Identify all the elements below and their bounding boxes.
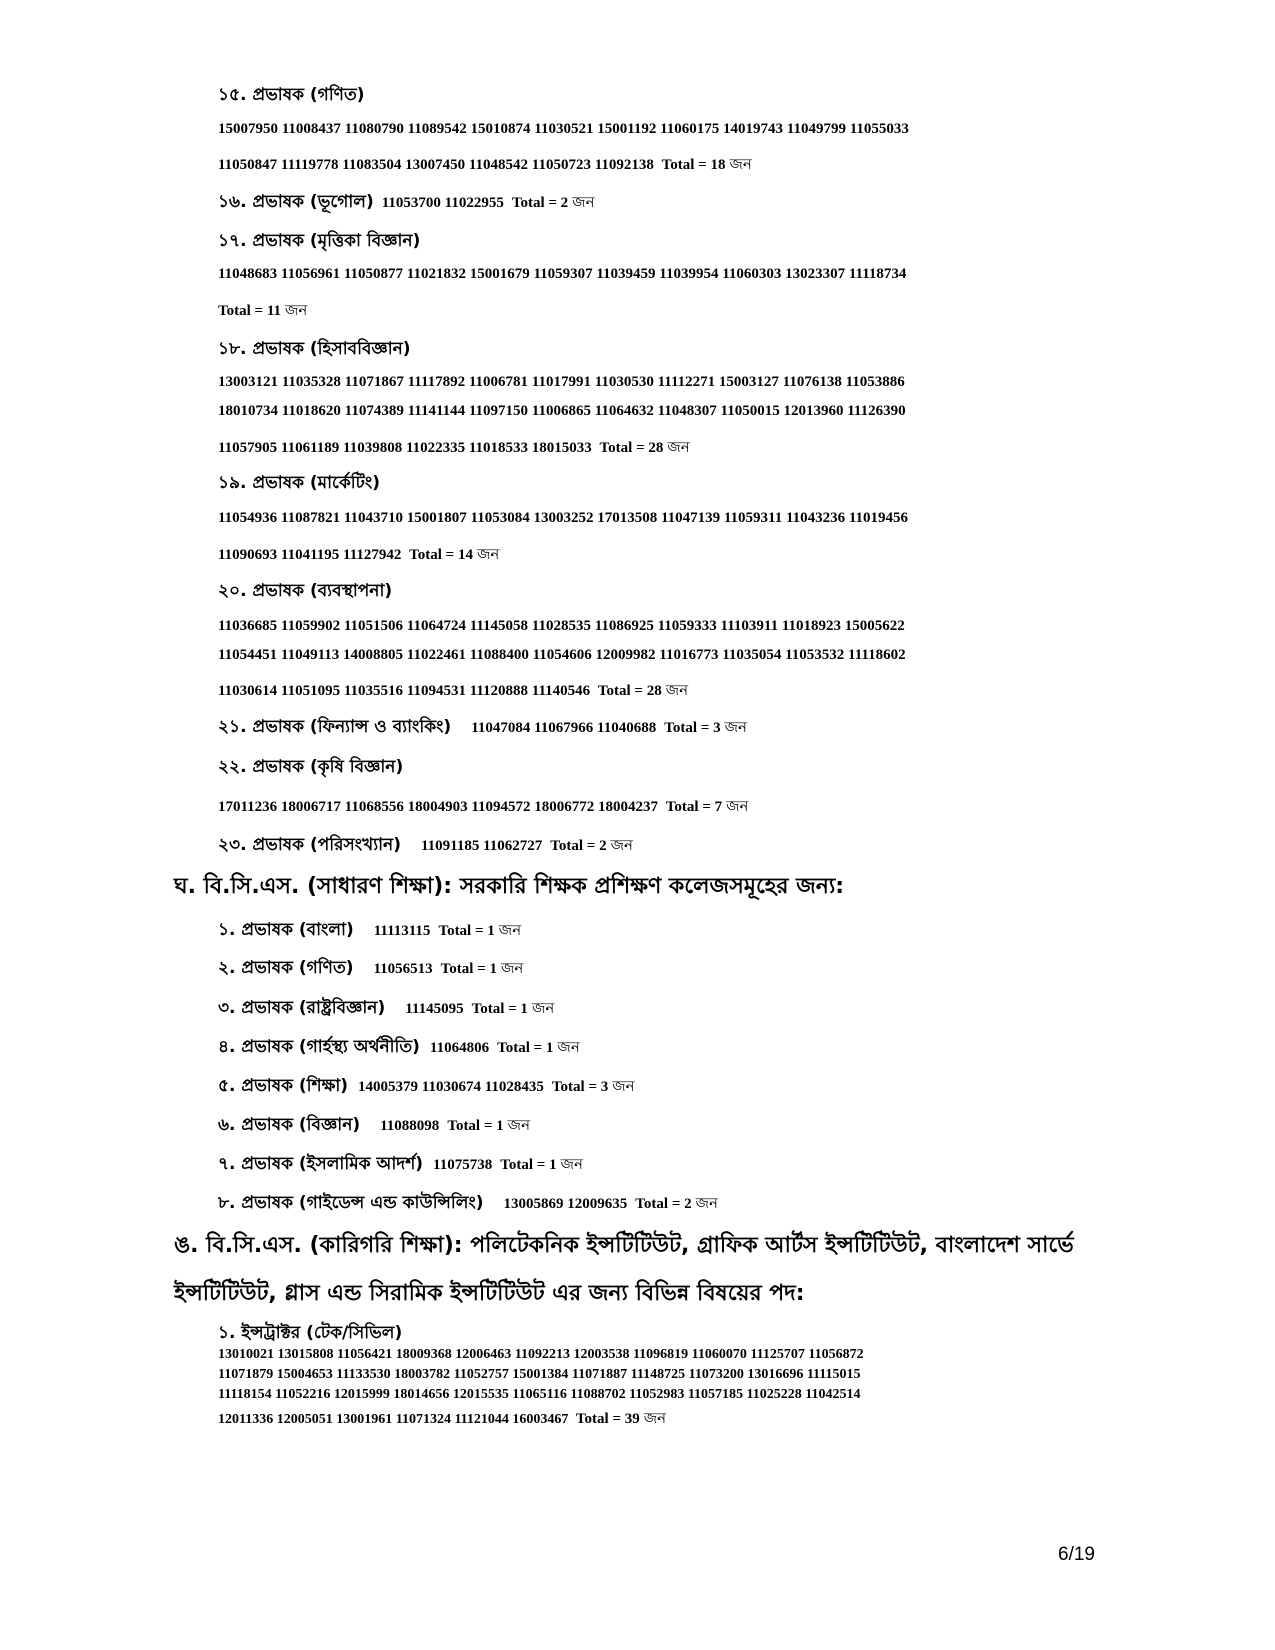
unit-label: জন xyxy=(531,999,555,1017)
unit-label: জন xyxy=(667,438,690,456)
page-number: 6/19 xyxy=(1058,1544,1095,1565)
unit-label: জন xyxy=(476,545,500,563)
roll-numbers-line: 11054936 11087821 11043710 15001807 11053084 13003252 17013508 11047139 11059311 11043236 11019456 xyxy=(218,510,909,526)
total-count: Total = 28 xyxy=(599,440,664,456)
unit-label: জন xyxy=(501,959,524,977)
heading-lecturer-geography: ১৬. প্রভাষক (ভূগোল) xyxy=(218,192,374,212)
total-count: Total = 1 xyxy=(447,1118,504,1134)
roll-numbers: 14005379 11030674 11028435 xyxy=(358,1079,544,1095)
unit-label: জন xyxy=(560,1155,583,1173)
unit-label: জন xyxy=(557,1038,580,1056)
section-heading-technical-education: ঙ. বি.সি.এস. (কারিগরি শিক্ষা): পলিটেকনিক ইন্সটিটিউট, গ্রাফিক আর্টস ইন্সটিটিউট, বাংলাদেশ সার্ভে xyxy=(174,1233,1074,1258)
total-count: Total = 18 xyxy=(661,157,726,173)
entry-gha-1 xyxy=(218,917,521,945)
roll-numbers-line: 13003121 11035328 11071867 11117892 11006781 11017991 11030530 11112271 15003127 11076138 11053886 xyxy=(218,374,905,390)
roll-numbers-line: 15007950 11008437 11080790 11089542 15010874 11030521 15001192 11060175 14019743 11049799 11055033 xyxy=(218,121,909,137)
section-heading-technical-education-cont: ইন্সটিটিউট, গ্লাস এন্ড সিরামিক ইন্সটিটিউট এর জন্য বিভিন্ন বিষয়ের পদ: xyxy=(174,1281,805,1306)
heading-lecturer: ৬. প্রভাষক (বিজ্ঞান) xyxy=(218,1115,361,1135)
heading-lecturer-agriculture: ২২. প্রভাষক (কৃষি বিজ্ঞান) xyxy=(218,757,404,777)
total-count: Total = 11 xyxy=(218,303,282,319)
roll-numbers: 11057905 11061189 11039808 11022335 11018533 18015033 xyxy=(218,440,592,456)
unit-label: জন xyxy=(285,301,308,319)
unit-label: জন xyxy=(724,718,747,736)
heading-lecturer-marketing: ১৯. প্রভাষক (মার্কেটিং) xyxy=(218,473,380,493)
roll-numbers: 11050847 11119778 11083504 13007450 11048542 11050723 11092138 xyxy=(218,157,654,173)
roll-numbers-line xyxy=(218,679,688,704)
unit-label: জন xyxy=(612,1077,635,1095)
roll-numbers-line xyxy=(218,436,690,461)
unit-label: জন xyxy=(726,797,749,815)
roll-numbers: 11030614 11051095 11035516 11094531 11120888 11140546 xyxy=(218,683,591,699)
heading-lecturer-statistics: ২৩. প্রভাষক (পরিসংখ্যান) xyxy=(218,835,401,855)
entry-gha-5 xyxy=(218,1073,635,1101)
total-count: Total = 3 xyxy=(551,1079,609,1095)
roll-numbers: 11056513 xyxy=(373,961,433,977)
heading-lecturer-soil-science: ১৭. প্রভাষক (মৃত্তিকা বিজ্ঞান) xyxy=(218,231,421,251)
heading-lecturer: ৫. প্রভাষক (শিক্ষা) xyxy=(218,1076,349,1096)
total-count: Total = 39 xyxy=(575,1411,640,1427)
unit-label: জন xyxy=(695,1194,719,1212)
roll-numbers-line xyxy=(218,153,752,178)
entry-gha-4 xyxy=(218,1034,580,1062)
unit-label: জন xyxy=(729,155,752,173)
entry-gha-8 xyxy=(218,1190,718,1218)
heading-instructor-tech-civil: ১. ইন্সট্রাক্টর (টেক/সিভিল) xyxy=(218,1323,403,1343)
roll-numbers: 13005869 12009635 xyxy=(503,1196,628,1212)
roll-numbers-line: 11048683 11056961 11050877 11021832 15001679 11059307 11039459 11039954 11060303 13023307 11118734 xyxy=(218,266,907,282)
roll-numbers-line: 11054451 11049113 14008805 11022461 11088400 11054606 12009982 11016773 11035054 11053532 11118602 xyxy=(218,647,906,663)
roll-numbers: 11145095 xyxy=(405,1001,464,1017)
roll-numbers-line: 18010734 11018620 11074389 11141144 11097150 11006865 11064632 11048307 11050015 12013960 11126390 xyxy=(218,403,906,419)
entry-gha-7 xyxy=(218,1151,583,1179)
total-count: Total = 1 xyxy=(440,961,498,977)
roll-numbers: 17011236 18006717 11068556 18004903 11094572 18006772 18004237 xyxy=(218,799,659,815)
heading-lecturer: ৪. প্রভাষক (গার্হস্থ্য অর্থনীতি) xyxy=(218,1037,420,1057)
total-count: Total = 28 xyxy=(597,683,662,699)
heading-lecturer-accounting: ১৮. প্রভাষক (হিসাববিজ্ঞান) xyxy=(218,339,411,359)
total-count: Total = 1 xyxy=(438,923,495,939)
heading-lecturer: ৭. প্রভাষক (ইসলামিক আদর্শ) xyxy=(218,1154,424,1174)
roll-numbers-line: 11071879 15004653 11133530 18003782 11052757 15001384 11071887 11148725 11073200 13016696 11115015 xyxy=(218,1367,861,1382)
entry-geography xyxy=(218,189,595,217)
total-count: Total = 1 xyxy=(471,1001,528,1017)
total-count: Total = 2 xyxy=(550,838,607,854)
entry-statistics xyxy=(218,832,633,860)
total-line xyxy=(218,299,307,324)
roll-numbers: 11091185 11062727 xyxy=(420,838,543,854)
entry-gha-2 xyxy=(218,955,523,983)
heading-lecturer: ২. প্রভাষক (গণিত) xyxy=(218,958,354,978)
roll-numbers-line xyxy=(218,1407,666,1432)
roll-numbers: 11088098 xyxy=(380,1118,440,1134)
unit-label: জন xyxy=(498,921,522,939)
roll-numbers: 11113115 xyxy=(373,923,431,939)
section-heading-general-education: ঘ. বি.সি.এস. (সাধারণ শিক্ষা): সরকারি শিক্ষক প্রশিক্ষণ কলেজসমূহের জন্য: xyxy=(174,874,845,899)
unit-label: জন xyxy=(507,1116,531,1134)
total-count: Total = 7 xyxy=(665,799,723,815)
roll-numbers-line xyxy=(218,795,749,820)
roll-numbers: 11064806 xyxy=(429,1040,490,1056)
roll-numbers-line: 13010021 13015808 11056421 18009368 12006463 11092213 12003538 11096819 11060070 11125707 11056872 xyxy=(218,1347,864,1362)
roll-numbers: 11053700 11022955 xyxy=(381,195,504,211)
entry-finance-banking xyxy=(218,714,747,742)
heading-lecturer-mathematics: ১৫. প্রভাষক (গণিত) xyxy=(218,85,365,105)
roll-numbers-line xyxy=(218,543,499,568)
roll-numbers: 11075738 xyxy=(433,1157,493,1173)
total-count: Total = 3 xyxy=(664,720,721,736)
unit-label: জন xyxy=(665,681,689,699)
unit-label: জন xyxy=(643,1409,667,1427)
entry-gha-6 xyxy=(218,1112,530,1140)
total-count: Total = 14 xyxy=(409,547,473,563)
heading-lecturer: ১. প্রভাষক (বাংলা) xyxy=(218,920,354,940)
heading-lecturer: ৮. প্রভাষক (গাইডেন্স এন্ড কাউন্সিলিং) xyxy=(218,1193,484,1213)
total-count: Total = 1 xyxy=(500,1157,557,1173)
roll-numbers: 11090693 11041195 11127942 xyxy=(218,547,402,563)
entry-gha-3 xyxy=(218,995,554,1023)
roll-numbers-line: 11118154 11052216 12015999 18014656 12015535 11065116 11088702 11052983 11057185 11025228 11042514 xyxy=(218,1387,861,1402)
unit-label: জন xyxy=(572,193,595,211)
roll-numbers: 11047084 11067966 11040688 xyxy=(471,720,657,736)
heading-lecturer: ৩. প্রভাষক (রাষ্ট্রবিজ্ঞান) xyxy=(218,998,386,1018)
roll-numbers: 12011336 12005051 13001961 11071324 11121044 16003467 xyxy=(218,1412,569,1427)
unit-label: জন xyxy=(610,836,633,854)
total-count: Total = 2 xyxy=(511,195,569,211)
heading-lecturer-finance-banking: ২১. প্রভাষক (ফিন্যান্স ও ব্যাংকিং) xyxy=(218,717,452,737)
total-count: Total = 2 xyxy=(635,1196,692,1212)
total-count: Total = 1 xyxy=(497,1040,554,1056)
roll-numbers-line: 11036685 11059902 11051506 11064724 11145058 11028535 11086925 11059333 11103911 11018923 15005622 xyxy=(218,618,905,634)
heading-lecturer-management: ২০. প্রভাষক (ব্যবস্থাপনা) xyxy=(218,581,393,601)
